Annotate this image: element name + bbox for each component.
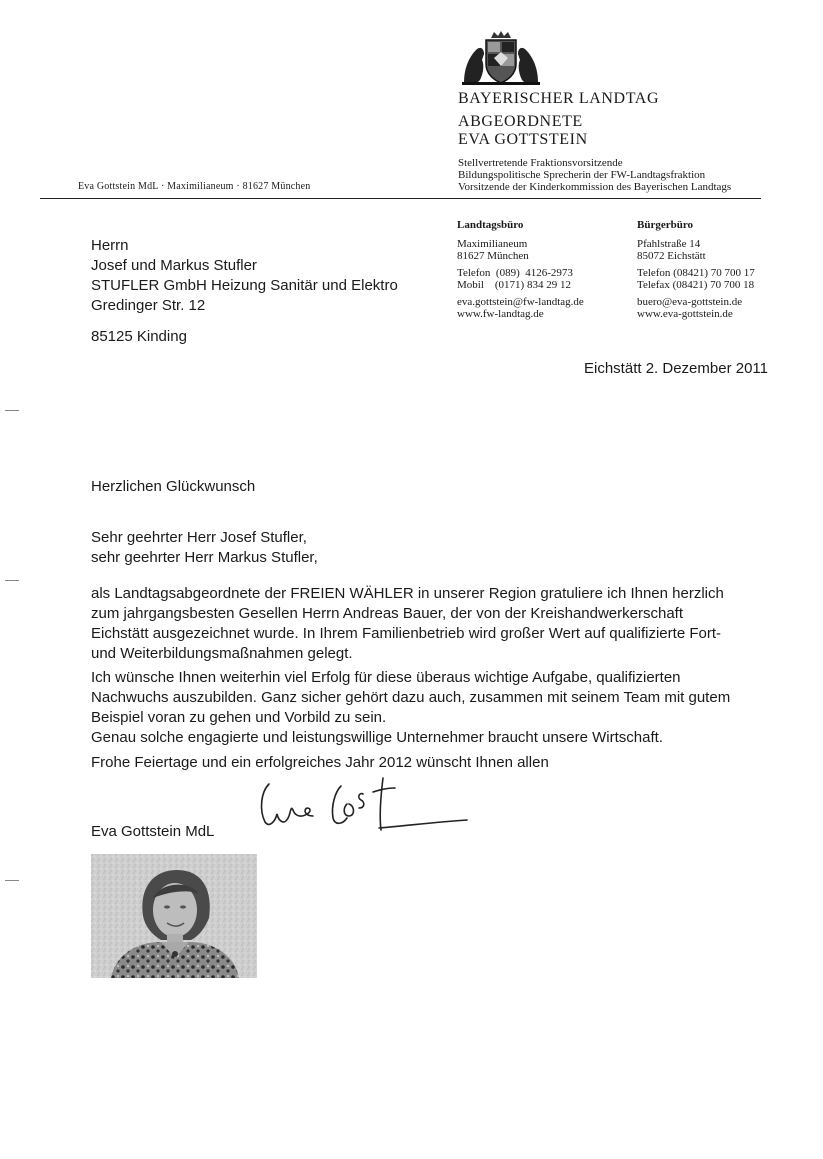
function-line: Vorsitzende der Kinderkommission des Bayerischen Landtags	[458, 181, 732, 193]
office-street: Pfahlstraße 14	[637, 237, 701, 250]
office-city: 85072 Eichstätt	[637, 250, 706, 262]
paragraph-line: Genau solche engagierte und leistungswillige Unternehmer braucht unsere Wirtschaft.	[91, 729, 663, 746]
body-paragraph-1	[91, 584, 771, 664]
office-title: Bürgerbüro	[637, 219, 694, 231]
recipient-names: Josef und Markus Stufler	[91, 257, 257, 274]
greeting-line: sehr geehrter Herr Markus Stufler,	[91, 549, 318, 566]
letterhead-divider	[40, 198, 761, 199]
office-email: eva.gottstein@fw-landtag.de	[457, 295, 584, 308]
member-role	[458, 113, 588, 149]
office-street: Maximilianeum	[457, 237, 528, 250]
recipient-city: 85125 Kinding	[91, 328, 187, 345]
portrait-photo	[91, 854, 257, 978]
paragraph-line: Nachwuchs auszubilden. Ganz sicher gehört dazu auch, zusammen mit seinem Team mit gutem	[91, 689, 731, 706]
citizen-office-block	[637, 219, 787, 321]
letter-date: Eichstätt 2. Dezember 2011	[584, 360, 768, 377]
fold-mark	[5, 580, 19, 581]
member-name: EVA GOTTSTEIN	[458, 131, 588, 148]
office-website: www.fw-landtag.de	[457, 308, 544, 320]
member-functions	[458, 157, 731, 193]
bavarian-coat-of-arms-icon	[458, 30, 544, 86]
office-website: www.eva-gottstein.de	[637, 308, 733, 320]
organization-name: BAYERISCHER LANDTAG	[458, 90, 660, 107]
body-paragraph-2	[91, 668, 771, 748]
paragraph-line: zum jahrgangsbesten Gesellen Herrn Andreas Bauer, der von der Kreishandwerkerschaft	[91, 605, 683, 622]
letter-subject: Herzlichen Glückwunsch	[91, 478, 256, 495]
sender-return-address: Eva Gottstein MdL · Maximilianeum · 81627 München	[78, 181, 311, 192]
paragraph-line: Ich wünsche Ihnen weiterhin viel Erfolg für diese überaus wichtige Aufgabe, qualifizierten	[91, 669, 681, 686]
letter-greeting	[91, 528, 771, 568]
paragraph-line: als Landtagsabgeordnete der FREIEN WÄHLER in unserer Region gratuliere ich Ihnen herzlich	[91, 585, 724, 602]
fold-mark	[5, 410, 19, 411]
greeting-line: Sehr geehrter Herr Josef Stufler,	[91, 529, 307, 546]
landtag-office-block	[457, 219, 627, 321]
paragraph-line: und Weiterbildungsmaßnahmen gelegt.	[91, 645, 353, 662]
signer-name: Eva Gottstein MdL	[91, 823, 215, 840]
paragraph-line: Eichstätt ausgezeichnet wurde. In Ihrem Familienbetrieb wird großer Wert auf qualifizierte Fort-	[91, 625, 721, 642]
office-fax: Telefax (08421) 70 700 18	[637, 279, 755, 291]
paragraph-line: Beispiel voran zu gehen und Vorbild zu sein.	[91, 709, 387, 726]
recipient-address	[91, 236, 398, 347]
recipient-company: STUFLER GmbH Heizung Sanitär und Elektro	[91, 277, 398, 294]
recipient-street: Gredinger Str. 12	[91, 297, 206, 314]
office-mobile: Mobil (0171) 834 29 12	[457, 279, 571, 291]
role-title: ABGEORDNETE	[458, 113, 583, 130]
office-phone: Telefon (089) 4126-2973	[457, 266, 573, 279]
office-title: Landtagsbüro	[457, 219, 524, 231]
fold-mark	[5, 880, 19, 881]
office-email: buero@eva-gottstein.de	[637, 295, 743, 308]
closing-line: Frohe Feiertage und ein erfolgreiches Jahr 2012 wünscht Ihnen allen	[91, 754, 549, 771]
function-line: Stellvertretende Fraktionsvorsitzende	[458, 157, 623, 169]
office-city: 81627 München	[457, 250, 529, 262]
function-line: Bildungspolitische Sprecherin der FW-Landtagsfraktion	[458, 169, 706, 181]
office-phone: Telefon (08421) 70 700 17	[637, 266, 755, 279]
recipient-salutation: Herrn	[91, 237, 129, 254]
